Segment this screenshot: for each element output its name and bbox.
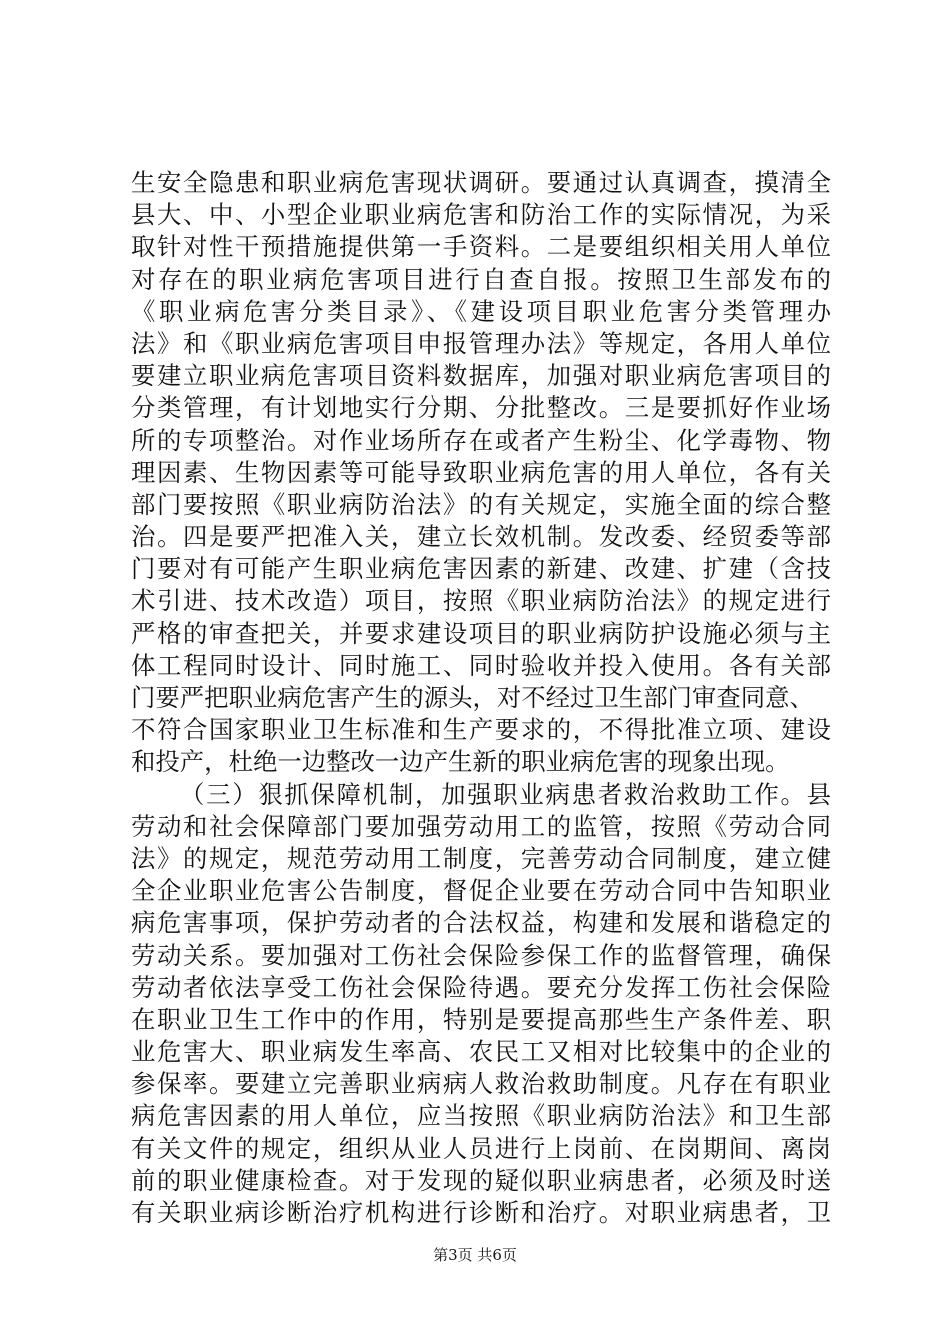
text-line: 《职业病危害分类目录》、《建设项目职业危害分类管理办 xyxy=(131,296,831,326)
text-line: 法》的规定，规范劳动用工制度，完善劳动合同制度，建立健 xyxy=(131,843,831,873)
text-line: 取针对性干预措施提供第一手资料。二是要组织相关用人单位 xyxy=(131,232,831,262)
text-line: 业危害大、职业病发生率高、农民工又相对比较集中的企业的 xyxy=(131,1037,831,1067)
text-line: 部门要按照《职业病防治法》的有关规定，实施全面的综合整 xyxy=(131,489,831,519)
text-line: 参保率。要建立完善职业病病人救治救助制度。凡存在有职业 xyxy=(131,1069,831,1099)
text-line: 劳动者依法享受工伤社会保险待遇。要充分发挥工伤社会保险 xyxy=(131,972,831,1002)
text-line: 对存在的职业病危害项目进行自查自报。按照卫生部发布的 xyxy=(131,264,831,294)
text-line: 病危害事项，保护劳动者的合法权益，构建和发展和谐稳定的 xyxy=(131,908,831,938)
text-line: 县大、中、小型企业职业病危害和防治工作的实际情况，为采 xyxy=(131,200,831,230)
text-line: 严格的审查把关，并要求建设项目的职业病防护设施必须与主 xyxy=(131,618,831,648)
text-line: 在职业卫生工作中的作用，特别是要提高那些生产条件差、职 xyxy=(131,1004,831,1034)
text-line: 体工程同时设计、同时施工、同时验收并投入使用。各有关部 xyxy=(131,650,831,680)
text-line: 有关职业病诊断治疗机构进行诊断和治疗。对职业病患者，卫 xyxy=(131,1198,831,1227)
text-line: 有关文件的规定，组织从业人员进行上岗前、在岗期间、离岗 xyxy=(131,1133,831,1163)
text-line: 理因素、生物因素等可能导致职业病危害的用人单位，各有关 xyxy=(131,457,831,487)
text-line: 全企业职业危害公告制度，督促企业要在劳动合同中告知职业 xyxy=(131,876,831,906)
text-line: 门要严把职业病危害产生的源头，对不经过卫生部门审查同意、 xyxy=(131,683,814,712)
text-line: 和投产，杜绝一边整改一边产生新的职业病危害的现象出现。 xyxy=(131,747,790,777)
text-line: 术引进、技术改造）项目，按照《职业病防治法》的规定进行 xyxy=(131,586,831,616)
text-line: 生安全隐患和职业病危害现状调研。要通过认真调查，摸清全 xyxy=(131,168,831,197)
text-line: 所的专项整治。对作业场所存在或者产生粉尘、化学毒物、物 xyxy=(131,425,831,455)
body-text xyxy=(131,167,831,1229)
text-line: 门要对有可能产生职业病危害因素的新建、改建、扩建（含技 xyxy=(131,554,831,584)
text-line: 不符合国家职业卫生标准和生产要求的，不得批准立项、建设 xyxy=(131,715,831,745)
text-line: 前的职业健康检查。对于发现的疑似职业病患者，必须及时送 xyxy=(131,1165,831,1195)
page-footer: 第3页 共6页 xyxy=(433,1246,517,1264)
text-line: 分类管理，有计划地实行分期、分批整改。三是要抓好作业场 xyxy=(131,393,831,423)
text-line: 病危害因素的用人单位，应当按照《职业病防治法》和卫生部 xyxy=(131,1101,831,1131)
text-line: 法》和《职业病危害项目申报管理办法》等规定，各用人单位 xyxy=(131,328,831,358)
text-line: （三）狠抓保障机制，加强职业病患者救治救助工作。县 xyxy=(180,779,831,809)
text-line: 劳动关系。要加强对工伤社会保险参保工作的监督管理，确保 xyxy=(131,940,831,970)
text-line: 劳动和社会保障部门要加强劳动用工的监管，按照《劳动合同 xyxy=(131,811,831,841)
text-line: 要建立职业病危害项目资料数据库，加强对职业病危害项目的 xyxy=(131,361,831,391)
text-line: 治。四是要严把准入关，建立长效机制。发改委、经贸委等部 xyxy=(131,522,831,552)
